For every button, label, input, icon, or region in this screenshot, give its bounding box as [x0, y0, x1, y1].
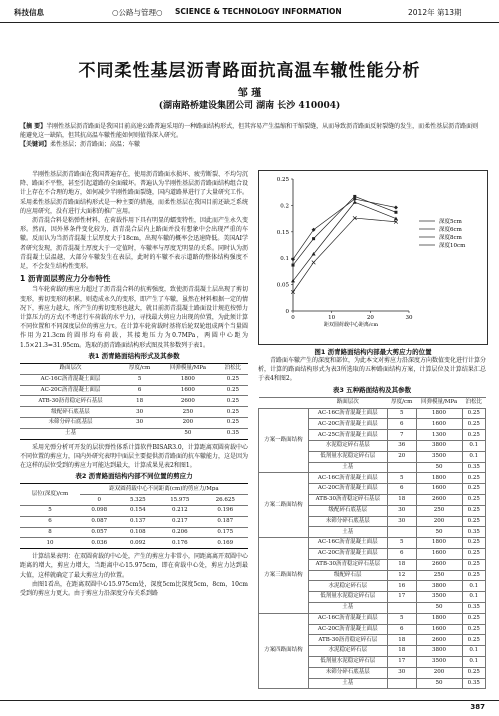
- abstract-text: 半刚性基层沥青路面是我国目前高速公路普遍采用的一种路面结构形式，但其容易产生温缩和干缩裂缝，从而导致沥青路面反射裂缝的发生，而柔性基层沥青路面则能避免这一缺陷，但其抗高温车辙性能如何则值得深入研究。: [20, 123, 479, 139]
- table-cell: 1600: [416, 484, 462, 495]
- table-cell: 0.25: [462, 559, 485, 570]
- table-cell: 0.092: [119, 538, 158, 549]
- table-cell: [387, 462, 416, 473]
- table-cell: 5: [20, 506, 80, 517]
- article-title: 不同柔性基层沥青路面抗高温车辙性能分析: [78, 61, 421, 81]
- table-row: [20, 428, 248, 439]
- table-cell: 3500: [416, 451, 462, 462]
- table-cell: 土基: [20, 428, 121, 439]
- table-cell: 1600: [416, 624, 462, 635]
- table-cell: 0.1: [462, 451, 485, 462]
- y-tick-label: 0.25: [276, 177, 289, 183]
- table-row: [20, 538, 248, 549]
- table-cell: 0.1: [462, 441, 485, 452]
- abstract-label: 【摘 要】: [20, 123, 47, 130]
- table-header: [259, 397, 309, 408]
- table-cell: 0.35: [218, 428, 248, 439]
- table-cell: 0.057: [80, 527, 119, 538]
- table-cell: AC-20C沥青混凝土面层: [308, 624, 387, 635]
- table-cell: 200: [416, 516, 462, 527]
- table-cell: 30: [121, 418, 158, 429]
- table-cell: 0.25: [462, 419, 485, 430]
- table-cell: 0.196: [203, 506, 248, 517]
- table-cell: 0.154: [119, 506, 158, 517]
- table-cell: 水泥稳定碎石基层: [308, 441, 387, 452]
- paragraph: 计算结果表明：在双圆荷载的中心处，产生的剪应力非常小，同距离离开双圆中心距离的增大，剪应力增大，当距离中心15.975cm，即在荷载中心处，剪应力达到最大值，这样就确定了最大剪应力的位置。: [20, 553, 249, 579]
- table-cell: [121, 428, 158, 439]
- page-header: [0, 0, 499, 23]
- table-cell: 0.25: [462, 494, 485, 505]
- table-cell: [387, 678, 416, 689]
- table-row: [20, 527, 248, 538]
- figure1-chart: [259, 171, 487, 329]
- table-row: [20, 506, 248, 517]
- scheme-label: 方案三路面结构: [259, 538, 309, 614]
- keywords: 柔性基层；沥青路面；高温；车辙: [50, 141, 141, 148]
- table-cell: AC-16C沥青混凝土面层: [308, 408, 387, 419]
- table-cell: AC-16C沥青混凝土面层: [308, 473, 387, 484]
- table-header: 回弹模量/MPa: [416, 397, 462, 408]
- x-axis-label: 距双圆荷载中心距离/cm: [323, 322, 379, 328]
- table-cell: 0.108: [119, 527, 158, 538]
- table-cell: 0.176: [157, 538, 202, 549]
- section-heading: 1 沥青面层剪应力分布特性: [20, 274, 111, 284]
- table-cell: 土基: [308, 462, 387, 473]
- table-cell: 0.25: [462, 613, 485, 624]
- table-cell: 200: [158, 418, 217, 429]
- section-name: ○公路与管理○: [112, 8, 163, 17]
- abstract: [20, 122, 482, 149]
- table-cell: 0.087: [80, 516, 119, 527]
- table-header: 距双圆荷载中心不同距离(cm)的剪应力/Mpa: [80, 484, 248, 495]
- table-cell: 未筛分碎石底基层: [308, 516, 387, 527]
- keywords-label: 【关键词】: [20, 141, 51, 148]
- table-cell: 0.1: [462, 656, 485, 667]
- table-cell: 0.35: [462, 602, 485, 613]
- table-cell: 18: [387, 559, 416, 570]
- table-header: 15.975: [157, 495, 202, 506]
- table1-caption: 表1 沥青路面结构形式及其参数: [88, 351, 180, 360]
- y-tick-label: 0.15: [276, 229, 289, 236]
- table-cell: 6: [20, 516, 80, 527]
- table-cell: 未筛分碎石底基层: [308, 667, 387, 678]
- table-cell: 0.25: [462, 516, 485, 527]
- paragraph: 青路面车辙产生的深度和部位，为此本文对剪应力沿深度方向数值变化进行计算分析，计算的路面结构形式为表3所选取的五种路面结构方案，计算层位及计算结果汇总于表4和图2。: [258, 357, 487, 383]
- table-header: 泊松比: [462, 397, 485, 408]
- table-cell: 10: [20, 538, 80, 549]
- table-cell: 30: [387, 516, 416, 527]
- table-row: [20, 385, 248, 396]
- table-cell: 18: [121, 396, 158, 407]
- legend-label: 深度8cm: [439, 235, 462, 241]
- table-header: 5.325: [119, 495, 158, 506]
- table-cell: 17: [387, 656, 416, 667]
- table-cell: 250: [416, 505, 462, 516]
- table-cell: 土基: [308, 602, 387, 613]
- table-header: 层位(深度)/cm: [20, 484, 80, 506]
- table-cell: 0.169: [203, 538, 248, 549]
- table-cell: 0.35: [462, 527, 485, 538]
- table-cell: 0.1: [462, 581, 485, 592]
- paragraph: 采用光弹分析可开发的层状弹性体系计算软件BISAR3.0，计算距离双圆荷载中心不同位置的剪应力，国内外研究表明中面层主要提供沥青路面的抗车辙能力，这是因为在这样的层位受到的剪应力可能达到最大，计算成果见表2和图1。: [20, 443, 249, 470]
- table-cell: 低剂量水泥稳定碎石层: [308, 592, 387, 603]
- table-cell: 0.217: [157, 516, 202, 527]
- table-cell: 水泥稳定碎石层: [308, 581, 387, 592]
- table-row: [20, 516, 248, 527]
- x-tick-label: 30: [405, 315, 413, 321]
- y-tick-label: 0.1: [280, 256, 289, 263]
- table-cell: 0.25: [218, 396, 248, 407]
- table-cell: 1600: [416, 419, 462, 430]
- x-tick-label: 20: [366, 315, 374, 321]
- affiliation: (湖南路桥建设集团公司 湖南 长沙 410004): [158, 101, 341, 111]
- table-cell: 0.1: [462, 592, 485, 603]
- table-row: [20, 418, 248, 429]
- table-cell: 0.25: [462, 548, 485, 559]
- table-row: [20, 374, 248, 385]
- table-header: 回弹模量/MPa: [158, 364, 217, 375]
- table-cell: 8: [20, 527, 80, 538]
- table-cell: 17: [387, 592, 416, 603]
- table-cell: 0.25: [462, 635, 485, 646]
- table-cell: 0.212: [157, 506, 202, 517]
- table-row: [259, 538, 486, 549]
- table-cell: 0.35: [462, 678, 485, 689]
- table-header: 泊松比: [218, 364, 248, 375]
- table-row: [259, 613, 486, 624]
- table-cell: 1600: [416, 548, 462, 559]
- table-row: [259, 408, 486, 419]
- author: 邹 瑾: [237, 88, 262, 99]
- table-cell: 1800: [416, 408, 462, 419]
- table3: [258, 397, 486, 690]
- left-column: [20, 170, 248, 598]
- table-cell: 低剂量水泥稳定碎石层: [308, 656, 387, 667]
- table-cell: 0.25: [218, 407, 248, 418]
- journal-english: SCIENCE & TECHNOLOGY INFORMATION: [175, 7, 342, 16]
- table-cell: 0.25: [462, 505, 485, 516]
- table-cell: AC-16C沥青混凝土面层: [308, 613, 387, 624]
- x-tick-label: 0: [291, 315, 295, 321]
- scheme-label: 方案一路面结构: [259, 408, 309, 473]
- data-point: [353, 195, 356, 198]
- table-cell: [387, 602, 416, 613]
- table-cell: AC-16C沥青混凝土面层: [308, 538, 387, 549]
- table-cell: 0.25: [218, 418, 248, 429]
- table2: [20, 483, 248, 549]
- x-tick-label: 10: [328, 315, 336, 321]
- table-cell: 5: [121, 374, 158, 385]
- data-point: [292, 264, 295, 267]
- series-line: [293, 218, 396, 292]
- paragraph: 沥青混合料是粘弹性材料，在荷载作用下具有明显的蠕变特性，因此而产生永久变形。然而，因外界条件变化较为，沥青混合层内上路面并没有想象中会出现严重的车辙。反而认为当沥青混凝土层厚度大于18cm，出现车辙的概率会迅速降低。美国AI学者研究发现，沥青混凝土厚度大于一定值时，车辙率与厚度无明显的关系。同时认为沥青混凝土层温越，大部分车辙发生在表层，此时的车辙不表示道路的整体结构强度不足，不会发生结构性变形。: [20, 217, 249, 271]
- table-cell: 50: [416, 678, 462, 689]
- series-line: [293, 196, 396, 265]
- table-cell: 0.25: [462, 430, 485, 441]
- scheme-label: 方案二路面结构: [259, 473, 309, 538]
- table-cell: 1800: [416, 538, 462, 549]
- table-cell: 0.1: [462, 646, 485, 657]
- table-cell: 土基: [308, 527, 387, 538]
- table-header: 厚度/cm: [387, 397, 416, 408]
- table-cell: 0.036: [80, 538, 119, 549]
- table-cell: 5: [387, 538, 416, 549]
- table-cell: 0.25: [218, 385, 248, 396]
- issue-label: 2012年 第13期: [408, 8, 462, 17]
- table-cell: 0.206: [157, 527, 202, 538]
- table-cell: AC-20C沥青混凝土面层: [308, 484, 387, 495]
- table-cell: 3800: [416, 581, 462, 592]
- right-column: [258, 356, 486, 689]
- table-cell: 5: [387, 408, 416, 419]
- table-cell: 18: [387, 635, 416, 646]
- table-cell: 50: [416, 462, 462, 473]
- table2-caption: 表2 沥青路面结构内部不同位置的剪应力: [75, 472, 193, 481]
- table-cell: 0.25: [462, 408, 485, 419]
- table-cell: 土基: [308, 678, 387, 689]
- table-header: 厚度/cm: [121, 364, 158, 375]
- table-cell: 20: [387, 451, 416, 462]
- table-row: [259, 473, 486, 484]
- table-cell: 0.175: [203, 527, 248, 538]
- data-point: [394, 211, 397, 214]
- table-cell: 6: [121, 385, 158, 396]
- table-cell: ATB-30沥青稳定碎石基层: [308, 559, 387, 570]
- legend-label: 深度6cm: [439, 227, 462, 233]
- table-cell: 3800: [416, 646, 462, 657]
- series-line: [293, 202, 396, 281]
- table-cell: 低剂量水泥稳定碎石层: [308, 451, 387, 462]
- table-cell: 2600: [416, 635, 462, 646]
- table-cell: 18: [387, 646, 416, 657]
- table-cell: ATB-30沥青稳定碎石层: [308, 635, 387, 646]
- table-cell: 50: [416, 527, 462, 538]
- y-tick-label: 0: [285, 309, 289, 315]
- table-cell: 0.25: [462, 570, 485, 581]
- figure1-caption: 图1 沥青路面结构内部最大剪应力的位置: [314, 348, 432, 356]
- table-cell: 5: [387, 473, 416, 484]
- table-cell: AC-20C沥青混凝土面层: [308, 548, 387, 559]
- table-header: 路面层次: [308, 397, 387, 408]
- table-cell: 0.187: [203, 516, 248, 527]
- table-cell: 1800: [416, 613, 462, 624]
- table-cell: AC-25C沥青混凝土面层: [308, 430, 387, 441]
- data-point: [312, 261, 316, 265]
- table-cell: 250: [158, 407, 217, 418]
- figure1-frame: [258, 170, 488, 345]
- table-cell: 未筛分碎石底基层: [20, 418, 121, 429]
- table-row: [20, 407, 248, 418]
- table-cell: 50: [416, 602, 462, 613]
- table-cell: 0.25: [462, 667, 485, 678]
- table-cell: 0.25: [462, 473, 485, 484]
- table-cell: 7: [387, 430, 416, 441]
- table-cell: 36: [387, 441, 416, 452]
- table-cell: AC-20C沥青混凝土面层: [20, 385, 121, 396]
- data-point: [312, 237, 315, 240]
- table-cell: 30: [387, 505, 416, 516]
- table-cell: 0.137: [119, 516, 158, 527]
- table-cell: 200: [416, 667, 462, 678]
- journal-name: 科技信息: [14, 8, 44, 17]
- table-cell: 0.25: [218, 374, 248, 385]
- paragraph: 由图1看出，在距离双圆中心15.975cm处，深度5cm比深度5cm，8cm，10cm受到的剪应力更大。由于剪应力沿深度分布关系到路: [20, 580, 248, 598]
- table-cell: ATB-30沥青稳定碎石基层: [308, 494, 387, 505]
- table-cell: 0.25: [462, 624, 485, 635]
- table-cell: [387, 527, 416, 538]
- table-cell: 6: [387, 624, 416, 635]
- table-cell: 3500: [416, 656, 462, 667]
- table-cell: 0.35: [462, 462, 485, 473]
- y-tick-label: 0.05: [276, 282, 289, 289]
- table-cell: AC-20C沥青混凝土面层: [308, 419, 387, 430]
- scheme-label: 方案四路面结构: [259, 613, 309, 689]
- table-header: 路面层次: [20, 364, 121, 375]
- table-cell: 12: [387, 570, 416, 581]
- legend-label: 深度5cm: [439, 219, 462, 225]
- table-cell: 1600: [158, 385, 217, 396]
- table-header: 26.625: [203, 495, 248, 506]
- table-cell: 3500: [416, 592, 462, 603]
- table-cell: 级配碎石层: [308, 570, 387, 581]
- data-point: [353, 200, 357, 204]
- table-cell: 级配碎石底基层: [308, 505, 387, 516]
- table1: [20, 363, 248, 440]
- table-cell: 1300: [416, 430, 462, 441]
- data-point: [394, 206, 398, 210]
- table-cell: ATB-30沥青稳定碎石基层: [20, 396, 121, 407]
- table-header: 0: [80, 495, 119, 506]
- table-cell: 0.25: [462, 484, 485, 495]
- table-cell: 级配碎石底基层: [20, 407, 121, 418]
- table-cell: 1800: [158, 374, 217, 385]
- table-cell: 18: [387, 494, 416, 505]
- paragraph: 半刚性基层沥青路面在我国普遍存在，使用沥青路面水损坏、疲劳断裂、不均匀沉降、路面不平整，甚至引起道路的全面破坏。普遍认为半刚性基层沥青路面结构组合设计上存在不合理的地方，如何减少半刚性路面裂缝，国内道路界进行了大量研究工作。采用柔性基层沥青路面结构形式是一种主要的措施，而柔性基层在我国目前还缺乏系统的应用研究，没有进行大面积的推广应用。: [20, 171, 249, 215]
- table-cell: 50: [158, 428, 217, 439]
- table-cell: 0.098: [80, 506, 119, 517]
- page-number: 387: [470, 703, 485, 711]
- paragraph: 当车轮荷载的剪应力超过了沥青混合料的抗剪强度，致使沥青混凝土层出现了剪切变形，剪切变形的积累，则造成永久的变形，即产生了车辙，虽然在材料根据一定的情况下，剪应力越大，所产生的剪切变形也越大，就目前沥青混凝土路面设计规范按弹力计算压力的方式(不考虑行车荷载的水平力)，寻找最大剪应力出现的位置，为此须计算不同位置和不同深度层位的剪应力τ。在计算车轮荷载时基将后轮双轮组成两个当量圆作用为21.3cm的圆形均布荷载，其接地压力为0.7MPa，两圆中心距为1.5×21.3=31.95cm。选取的沥青路面结构形式图及其参数列于表1。: [20, 286, 249, 349]
- table-cell: 3800: [416, 441, 462, 452]
- table-cell: 30: [121, 407, 158, 418]
- table3-caption: 表3 五种路面结构及其参数: [332, 385, 412, 394]
- table-cell: 6: [387, 548, 416, 559]
- table-cell: 2600: [416, 559, 462, 570]
- table-row: [20, 396, 248, 407]
- table-cell: 1800: [416, 473, 462, 484]
- table-cell: 水泥稳定碎石层: [308, 646, 387, 657]
- legend-label: 深度10cm: [439, 243, 466, 249]
- table-cell: 30: [387, 667, 416, 678]
- table-cell: 5: [387, 613, 416, 624]
- table-cell: 0.25: [462, 538, 485, 549]
- table-cell: 6: [387, 484, 416, 495]
- footer-rule: [0, 700, 499, 701]
- y-tick-label: 0.2: [280, 203, 289, 210]
- table-cell: 2600: [158, 396, 217, 407]
- table-cell: 250: [416, 570, 462, 581]
- table-cell: 2600: [416, 494, 462, 505]
- table-cell: 16: [387, 581, 416, 592]
- table-cell: 6: [387, 419, 416, 430]
- table-cell: AC-16C沥青混凝土面层: [20, 374, 121, 385]
